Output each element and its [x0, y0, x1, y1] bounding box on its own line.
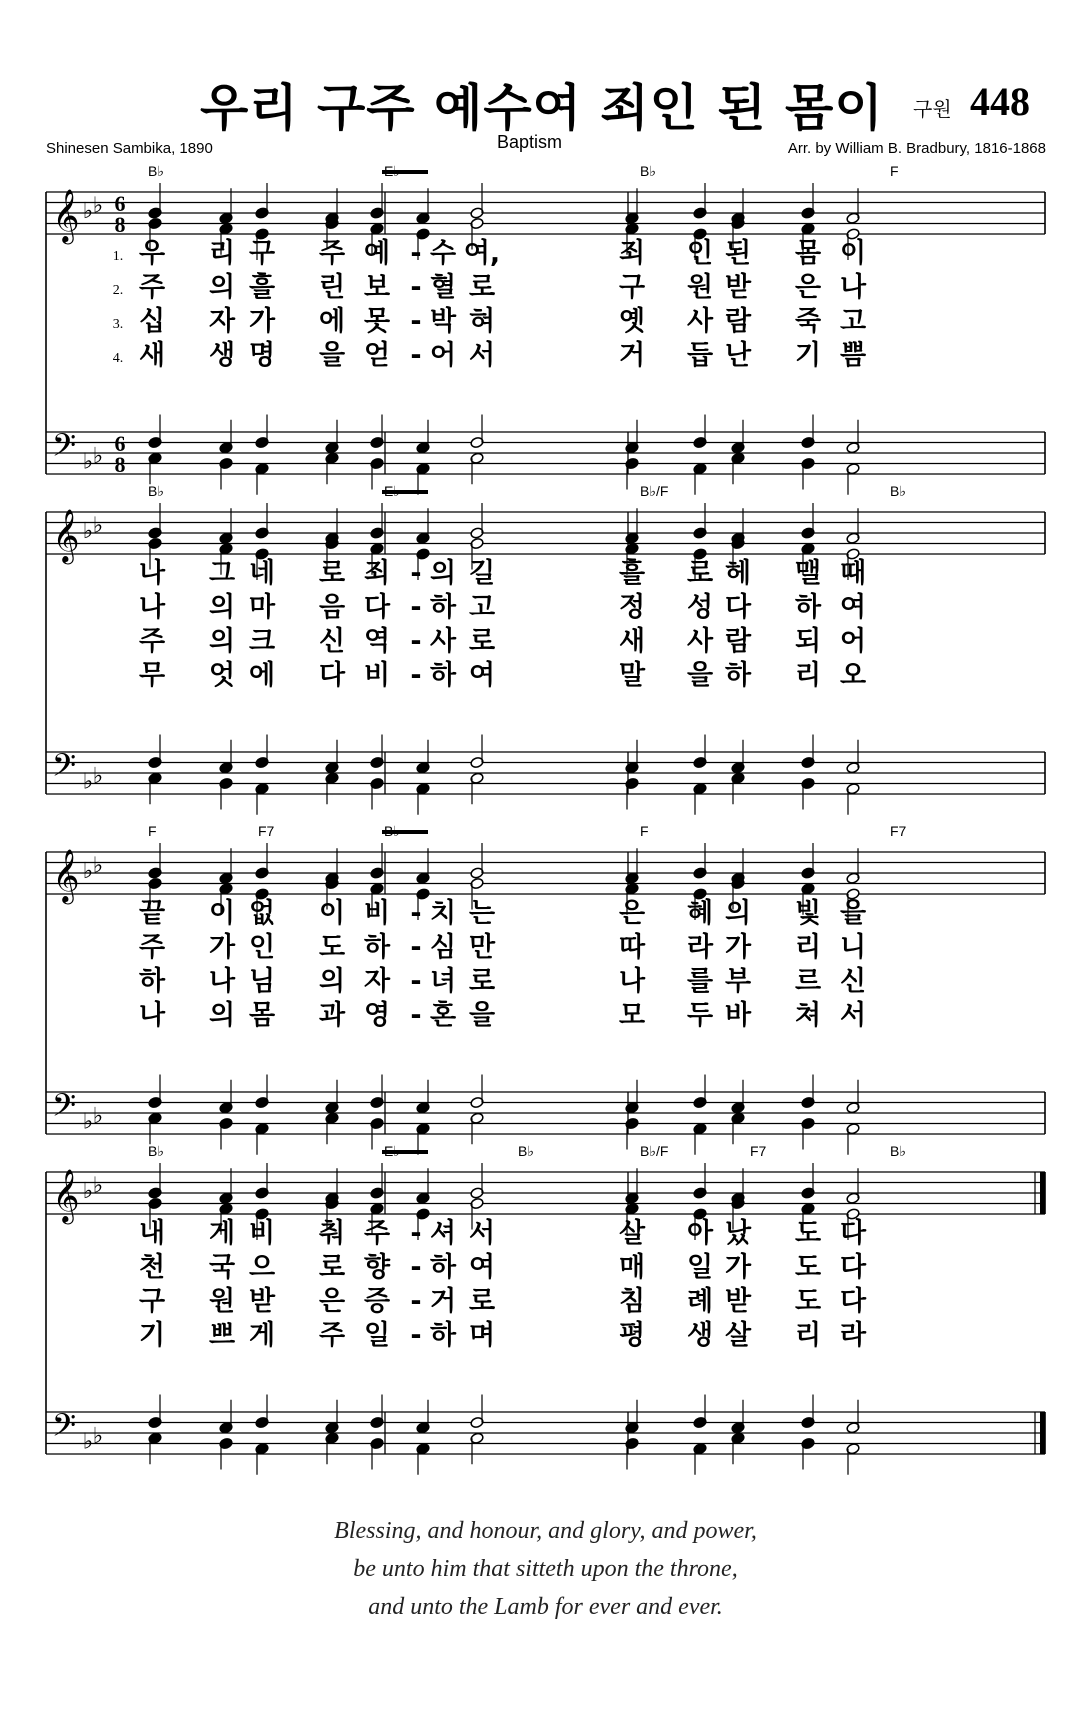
chord-symbol: B♭ — [384, 823, 400, 839]
chord-symbol: B♭ — [148, 1143, 164, 1159]
lyric-syllable: 례 — [686, 1286, 714, 1317]
scripture-line: be unto him that sitteth upon the throne, — [353, 1556, 738, 1582]
chord-symbol: B♭ — [890, 1143, 906, 1159]
chord-symbol: E♭ — [384, 163, 400, 179]
lyric-syllable: 성 — [686, 592, 714, 623]
lyric-syllable: 신 — [839, 966, 867, 997]
chord-symbol: B♭ — [518, 1143, 534, 1159]
lyric-syllable: 로 — [318, 1252, 346, 1283]
lyric-syllable: 모 — [618, 1000, 646, 1031]
bass-clef-icon: 𝄢 — [51, 1407, 77, 1451]
lyric-syllable: - — [410, 1252, 422, 1283]
lyric-syllable: 하 — [429, 1320, 457, 1351]
lyric-syllable: 님 — [248, 966, 276, 997]
lyric-syllable: 혼 — [429, 1000, 457, 1031]
lyric-syllable: 증 — [363, 1286, 391, 1317]
lyric-syllable: 혀 — [468, 306, 496, 337]
chord-symbol: F — [148, 823, 157, 839]
lyric-syllable: 사 — [686, 306, 714, 337]
lyric-syllable: 에 — [248, 660, 276, 691]
lyric-syllable: 이 — [839, 238, 867, 269]
lyric-syllable: 하 — [363, 932, 391, 963]
lyric-syllable: 라 — [839, 1320, 867, 1351]
flat-icon: ♭ — [82, 199, 94, 224]
lyric-syllable: 의 — [724, 898, 752, 929]
lyric-syllable: 역 — [363, 626, 391, 657]
lyric-syllable: 치 — [429, 898, 457, 929]
lyric-syllable: 빛 — [794, 898, 822, 929]
lyric-syllable: 구 — [138, 1286, 166, 1317]
lyric-syllable: 기 — [138, 1320, 166, 1351]
lyric-syllable: 흘 — [618, 558, 646, 589]
flat-icon: ♭ — [82, 769, 94, 795]
lyric-syllable: 무 — [138, 660, 166, 691]
flat-icon: ♭ — [92, 1423, 104, 1449]
lyric-syllable: 의 — [208, 626, 236, 657]
lyric-syllable: - — [410, 238, 422, 269]
lyric-syllable: 못 — [363, 306, 391, 337]
flat-icon: ♭ — [92, 853, 104, 879]
lyric-syllable: 받 — [724, 272, 752, 303]
lyric-syllable: 여, — [463, 238, 501, 269]
lyric-syllable: 린 — [318, 272, 346, 303]
hymn-category: Baptism — [497, 132, 563, 152]
lyric-syllable: 하 — [724, 660, 752, 691]
chord-symbol: B♭/F — [640, 483, 669, 499]
lyric-syllable: 를 — [686, 966, 714, 997]
lyric-syllable: 주 — [138, 626, 166, 657]
lyric-syllable: 을 — [686, 660, 714, 691]
scripture-quote — [0, 1512, 1091, 1626]
lyric-syllable: 몸 — [248, 1000, 276, 1031]
lyric-syllable: 고 — [468, 592, 496, 623]
flat-icon: ♭ — [92, 193, 104, 219]
lyric-syllable: 고 — [839, 306, 867, 337]
verse-number: 4. — [112, 351, 124, 366]
flat-icon: ♭ — [92, 763, 104, 789]
lyric-syllable: - — [410, 898, 422, 929]
lyric-syllable: 이 — [208, 898, 236, 929]
flat-icon: ♭ — [92, 1103, 104, 1129]
chord-symbol: F7 — [750, 1143, 767, 1159]
treble-clef-icon: 𝄞 — [52, 848, 80, 902]
flat-icon: ♭ — [82, 1429, 94, 1455]
lyric-syllable: 끝 — [138, 898, 166, 929]
lyric-syllable: 따 — [618, 932, 646, 963]
lyric-syllable: 매 — [618, 1252, 646, 1283]
lyric-syllable: 도 — [794, 1286, 822, 1317]
lyric-syllable: 음 — [318, 592, 346, 623]
lyric-syllable: - — [410, 626, 422, 657]
hymn-title: 우리 구주 예수여 죄인 된 몸이 — [200, 79, 884, 137]
lyric-syllable: 혈 — [429, 272, 457, 303]
lyric-syllable: 며 — [468, 1320, 496, 1351]
lyric-syllable: 서 — [468, 1218, 496, 1249]
lyric-syllable: 에 — [318, 306, 346, 337]
chord-symbol: F — [890, 163, 899, 179]
lyric-syllable: 나 — [138, 592, 166, 623]
lyric-syllable: 람 — [724, 626, 752, 657]
lyric-syllable: 사 — [429, 626, 457, 657]
chord-symbol: E♭ — [384, 1143, 400, 1159]
lyric-syllable: 어 — [839, 626, 867, 657]
lyric-syllable: 천 — [138, 1252, 166, 1283]
flat-icon: ♭ — [82, 1179, 94, 1204]
lyric-syllable: 가 — [724, 1252, 752, 1283]
lyric-syllable: 바 — [724, 1000, 752, 1031]
lyric-syllable: - — [410, 306, 422, 337]
bass-clef-icon: 𝄢 — [51, 1087, 77, 1131]
lyric-syllable: 새 — [618, 626, 646, 657]
lyric-syllable: - — [410, 272, 422, 303]
lyric-syllable: 구 — [618, 272, 646, 303]
lyric-syllable: 을 — [318, 340, 346, 371]
lyric-syllable: 니 — [839, 932, 867, 963]
lyric-syllable: 하 — [429, 592, 457, 623]
lyric-syllable: 은 — [618, 898, 646, 929]
lyric-syllable: 람 — [724, 306, 752, 337]
lyric-syllable: 평 — [618, 1320, 646, 1351]
lyric-syllable: 일 — [686, 1252, 714, 1283]
lyric-syllable: 로 — [468, 966, 496, 997]
lyric-syllable: 죄 — [618, 238, 646, 269]
lyric-syllable: 이 — [318, 898, 346, 929]
lyric-syllable: 의 — [208, 272, 236, 303]
lyric-syllable: 때 — [839, 558, 867, 589]
lyric-syllable: 가 — [208, 932, 236, 963]
bass-clef-icon: 𝄢 — [51, 747, 77, 791]
flat-icon: ♭ — [82, 519, 94, 544]
lyric-syllable: 원 — [686, 272, 714, 303]
lyric-syllable: 과 — [318, 1000, 346, 1031]
lyric-syllable: 길 — [468, 558, 496, 589]
lyric-syllable: 서 — [839, 1000, 867, 1031]
music-system — [46, 1143, 1045, 1475]
chord-symbol: B♭ — [640, 163, 656, 179]
lyric-syllable: 주 — [363, 1218, 391, 1249]
lyric-syllable: 일 — [363, 1320, 391, 1351]
time-signature: 6 — [114, 191, 126, 216]
lyric-syllable: 여 — [468, 1252, 496, 1283]
lyric-syllable: - — [410, 1320, 422, 1351]
lyric-syllable: 은 — [318, 1286, 346, 1317]
music-system — [46, 823, 1045, 1155]
chord-symbol: B♭ — [890, 483, 906, 499]
lyric-syllable: 얻 — [363, 340, 391, 371]
lyric-syllable: 리 — [208, 238, 236, 269]
lyric-syllable: 사 — [686, 626, 714, 657]
lyric-syllable: 하 — [429, 660, 457, 691]
lyric-syllable: 되 — [794, 626, 822, 657]
arranger-credit: Arr. by William B. Bradbury, 1816-1868 — [787, 140, 1046, 157]
lyric-syllable: 나 — [839, 272, 867, 303]
lyric-syllable: 주 — [138, 932, 166, 963]
lyric-syllable: 쁘 — [208, 1320, 236, 1351]
lyric-syllable: - — [410, 966, 422, 997]
lyric-syllable: 주 — [138, 272, 166, 303]
lyric-syllable: 은 — [794, 272, 822, 303]
lyric-syllable: 만 — [468, 932, 496, 963]
chord-symbol: E♭ — [384, 483, 400, 499]
lyric-syllable: 도 — [794, 1252, 822, 1283]
flat-icon: ♭ — [92, 513, 104, 539]
lyric-syllable: 서 — [468, 340, 496, 371]
lyric-syllable: 나 — [138, 1000, 166, 1031]
lyric-syllable: 여 — [468, 660, 496, 691]
lyric-syllable: 혜 — [686, 898, 714, 929]
time-signature: 8 — [114, 212, 126, 237]
lyric-syllable: 향 — [363, 1252, 391, 1283]
hymnal-label: 구원 — [913, 97, 952, 121]
lyric-syllable: 다 — [839, 1218, 867, 1249]
lyric-syllable: - — [410, 592, 422, 623]
lyric-syllable: 오 — [839, 660, 867, 691]
chord-symbol: B♭/F — [640, 1143, 669, 1159]
lyric-syllable: 받 — [724, 1286, 752, 1317]
music-system — [46, 163, 1045, 495]
lyric-syllable: 헤 — [724, 558, 752, 589]
lyric-syllable: 자 — [363, 966, 391, 997]
lyric-syllable: 난 — [724, 340, 752, 371]
lyric-syllable: 하 — [794, 592, 822, 623]
lyric-syllable: 영 — [363, 1000, 391, 1031]
lyric-syllable: 된 — [724, 238, 752, 269]
lyric-syllable: 나 — [618, 966, 646, 997]
lyric-syllable: 박 — [429, 306, 457, 337]
lyric-syllable: 수 — [429, 238, 457, 269]
lyric-syllable: 그 — [208, 558, 236, 589]
lyric-syllable: - — [410, 1000, 422, 1031]
lyric-syllable: 크 — [248, 626, 276, 657]
lyric-syllable: 으 — [248, 1252, 276, 1283]
lyric-syllable: 살 — [724, 1320, 752, 1351]
lyric-syllable: - — [410, 340, 422, 371]
lyric-syllable: 게 — [208, 1218, 236, 1249]
chord-symbol: B♭ — [148, 483, 164, 499]
lyric-syllable: 옛 — [618, 306, 646, 337]
lyric-syllable: 흘 — [248, 272, 276, 303]
lyric-syllable: 아 — [686, 1218, 714, 1249]
final-barline — [1040, 1172, 1045, 1214]
lyric-syllable: 몸 — [794, 238, 822, 269]
lyric-syllable: 쁨 — [839, 340, 867, 371]
final-barline — [1040, 1412, 1045, 1454]
lyric-syllable: 우 — [138, 238, 166, 269]
lyric-syllable: 을 — [468, 1000, 496, 1031]
lyric-syllable: 게 — [248, 1320, 276, 1351]
lyric-syllable: 네 — [248, 558, 276, 589]
lyric-syllable: 다 — [363, 592, 391, 623]
lyric-syllable: - — [410, 660, 422, 691]
treble-clef-icon: 𝄞 — [52, 188, 80, 242]
treble-clef-icon: 𝄞 — [52, 1168, 80, 1222]
lyric-syllable: 듭 — [686, 340, 714, 371]
flat-icon: ♭ — [92, 443, 104, 469]
lyric-syllable: 살 — [618, 1218, 646, 1249]
lyric-syllable: 원 — [208, 1286, 236, 1317]
chord-symbol: B♭ — [148, 163, 164, 179]
lyric-syllable: - — [410, 932, 422, 963]
lyric-syllable: 하 — [429, 1252, 457, 1283]
lyric-syllable: 로 — [318, 558, 346, 589]
hymn-number: 448 — [970, 79, 1030, 124]
lyric-syllable: 내 — [138, 1218, 166, 1249]
lyric-syllable: 르 — [794, 966, 822, 997]
lyric-syllable: 리 — [794, 932, 822, 963]
treble-clef-icon: 𝄞 — [52, 508, 80, 562]
lyric-syllable: 맬 — [794, 558, 822, 589]
lyric-syllable: 침 — [618, 1286, 646, 1317]
lyric-syllable: 구 — [248, 238, 276, 269]
flat-icon: ♭ — [82, 859, 94, 884]
lyric-syllable: 났 — [724, 1218, 752, 1249]
chord-symbol: F7 — [890, 823, 907, 839]
lyric-syllable: 없 — [248, 898, 276, 929]
lyric-syllable: 춰 — [318, 1218, 346, 1249]
lyric-syllable: 주 — [318, 1320, 346, 1351]
lyric-syllable: 거 — [618, 340, 646, 371]
time-signature: 6 — [114, 431, 126, 456]
lyric-syllable: 마 — [248, 592, 276, 623]
lyric-syllable: 새 — [138, 340, 166, 371]
lyric-syllable: - — [410, 558, 422, 589]
lyric-syllable: 인 — [686, 238, 714, 269]
lyric-syllable: 죽 — [794, 306, 822, 337]
lyric-syllable: 신 — [318, 626, 346, 657]
lyric-syllable: 죄 — [363, 558, 391, 589]
lyric-syllable: - — [410, 1218, 422, 1249]
lyric-syllable: 의 — [208, 592, 236, 623]
lyric-syllable: 인 — [248, 932, 276, 963]
lyric-syllable: 기 — [794, 340, 822, 371]
text-source: Shinesen Sambika, 1890 — [46, 140, 213, 157]
lyric-syllable: 도 — [794, 1218, 822, 1249]
lyric-syllable: 엇 — [208, 660, 236, 691]
lyric-syllable: 셔 — [429, 1218, 457, 1249]
lyric-syllable: 정 — [618, 592, 646, 623]
lyric-syllable: 말 — [618, 660, 646, 691]
lyric-syllable: 예 — [363, 238, 391, 269]
lyric-syllable: 로 — [468, 1286, 496, 1317]
scripture-line: and unto the Lamb for ever and ever. — [368, 1594, 723, 1620]
verse-number: 3. — [112, 317, 124, 332]
lyric-syllable: 다 — [724, 592, 752, 623]
lyric-syllable: 어 — [429, 340, 457, 371]
flat-icon: ♭ — [92, 1173, 104, 1199]
flat-icon: ♭ — [82, 449, 94, 475]
lyric-syllable: 다 — [839, 1252, 867, 1283]
lyric-syllable: 비 — [248, 1218, 276, 1249]
lyric-syllable: 의 — [208, 1000, 236, 1031]
lyric-syllable: 나 — [138, 558, 166, 589]
lyric-syllable: 녀 — [429, 966, 457, 997]
lyric-syllable: 받 — [248, 1286, 276, 1317]
lyric-syllable: 을 — [839, 898, 867, 929]
lyric-syllable: 의 — [318, 966, 346, 997]
verse-number: 1. — [112, 249, 124, 264]
verse-number: 2. — [112, 283, 124, 298]
lyric-syllable: 라 — [686, 932, 714, 963]
lyric-syllable: 로 — [686, 558, 714, 589]
lyric-syllable: 부 — [724, 966, 752, 997]
lyric-syllable: 비 — [363, 898, 391, 929]
lyric-syllable: 여 — [839, 592, 867, 623]
scripture-line: Blessing, and honour, and glory, and power, — [334, 1518, 757, 1544]
lyric-syllable: 다 — [318, 660, 346, 691]
lyric-syllable: 생 — [208, 340, 236, 371]
lyric-syllable: 거 — [429, 1286, 457, 1317]
lyric-syllable: 명 — [248, 340, 276, 371]
lyric-syllable: 십 — [138, 306, 166, 337]
lyric-syllable: 쳐 — [794, 1000, 822, 1031]
lyric-syllable: 심 — [429, 932, 457, 963]
lyric-syllable: 리 — [794, 660, 822, 691]
lyric-syllable: 하 — [138, 966, 166, 997]
lyric-syllable: 주 — [318, 238, 346, 269]
lyric-syllable: 로 — [468, 272, 496, 303]
lyric-syllable: 로 — [468, 626, 496, 657]
lyric-syllable: 가 — [248, 306, 276, 337]
chord-symbol: F — [640, 823, 649, 839]
lyric-syllable: 나 — [208, 966, 236, 997]
lyric-syllable: - — [410, 1286, 422, 1317]
lyric-syllable: 국 — [208, 1252, 236, 1283]
flat-icon: ♭ — [82, 1109, 94, 1135]
lyric-syllable: 리 — [794, 1320, 822, 1351]
lyric-syllable: 자 — [208, 306, 236, 337]
lyric-syllable: 보 — [363, 272, 391, 303]
lyric-syllable: 다 — [839, 1286, 867, 1317]
bass-clef-icon: 𝄢 — [51, 427, 77, 471]
time-signature: 8 — [114, 452, 126, 477]
lyric-syllable: 가 — [724, 932, 752, 963]
lyric-syllable: 의 — [429, 558, 457, 589]
lyric-syllable: 생 — [686, 1320, 714, 1351]
chord-symbol: F7 — [258, 823, 275, 839]
lyric-syllable: 비 — [363, 660, 391, 691]
lyric-syllable: 도 — [318, 932, 346, 963]
lyric-syllable: 는 — [468, 898, 496, 929]
lyric-syllable: 두 — [686, 1000, 714, 1031]
music-system — [46, 483, 1045, 815]
